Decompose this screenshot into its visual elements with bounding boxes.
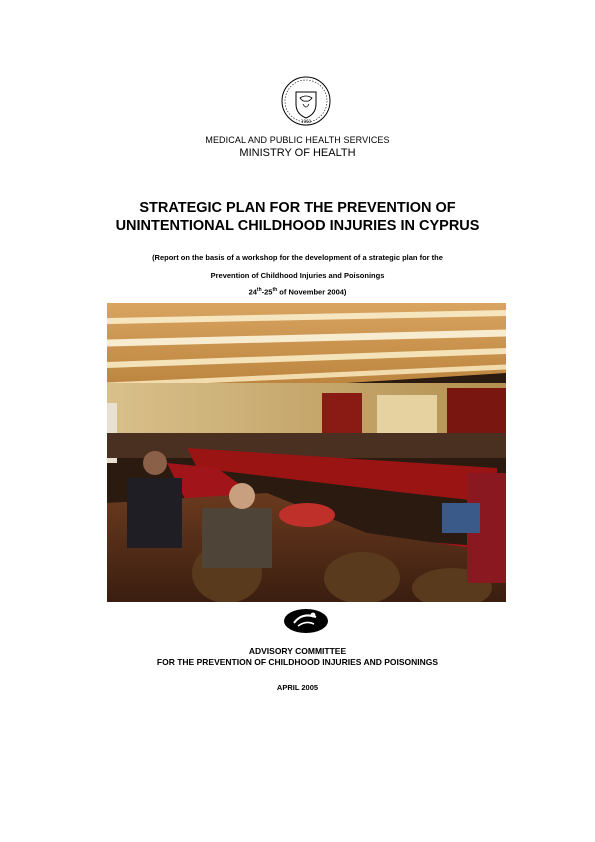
svg-text:1960: 1960 <box>300 119 312 124</box>
committee-line-2: FOR THE PREVENTION OF CHILDHOOD INJURIES AND POISONINGS <box>156 657 439 667</box>
workshop-photo <box>107 303 506 602</box>
subtitle-line-2: Prevention of Childhood Injuries and Poisonings <box>210 271 385 280</box>
report-date: APRIL 2005 <box>276 683 319 692</box>
coat-of-arms-icon <box>279 74 333 128</box>
workshop-dates <box>0 287 595 297</box>
date-suffix-2: th <box>272 287 278 293</box>
title-line-1: STRATEGIC PLAN FOR THE PREVENTION OF <box>139 200 456 216</box>
services-heading: MEDICAL AND PUBLIC HEALTH SERVICES <box>205 135 390 145</box>
document-title <box>0 199 595 235</box>
date-day-1: 24 <box>248 287 257 297</box>
ministry-heading: MINISTRY OF HEALTH <box>239 147 356 159</box>
title-line-2: UNINTENTIONAL CHILDHOOD INJURIES IN CYPRUS <box>115 218 480 234</box>
date-rest: of November 2004) <box>277 287 347 297</box>
date-day-2: -25 <box>261 287 273 297</box>
date-suffix-1: th <box>256 287 262 293</box>
committee-logo-icon <box>282 606 330 636</box>
committee-name <box>0 646 595 668</box>
subtitle-line-1: (Report on the basis of a workshop for the development of a strategic plan for the <box>152 253 443 262</box>
committee-line-1: ADVISORY COMMITTEE <box>248 646 347 656</box>
